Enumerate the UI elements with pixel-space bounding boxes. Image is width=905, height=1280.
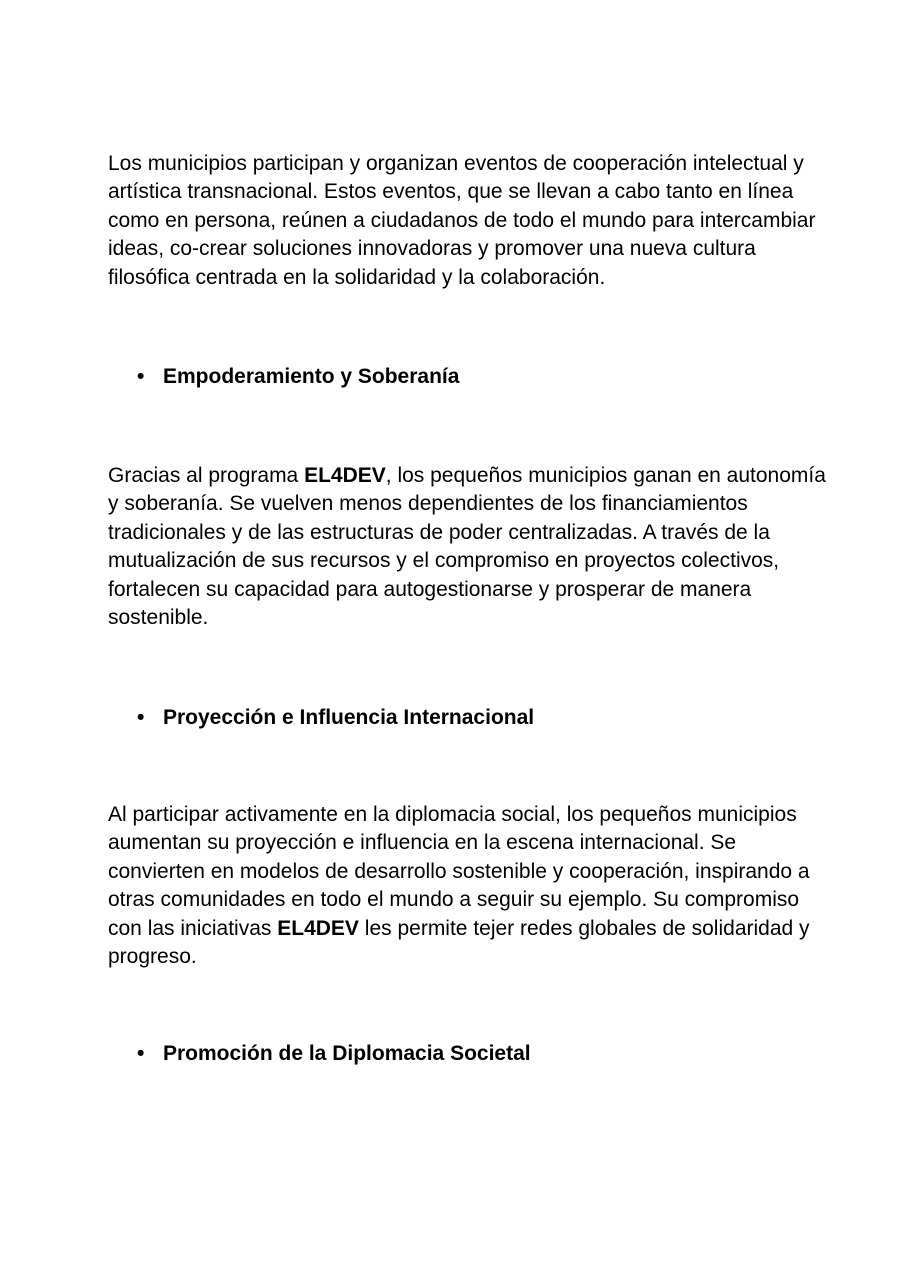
text-line: Los municipios participan y organizan eventos de cooperación intelectual y — [108, 152, 804, 175]
text-line: mutualización de sus recursos y el compromiso en proyectos colectivos, — [108, 549, 780, 573]
text-segment: con las iniciativas — [108, 916, 278, 940]
text-line: como en persona, reúnen a ciudadanos de todo el mundo para intercambiar — [108, 208, 816, 232]
list-item-promocion — [137, 1040, 531, 1068]
bullet-icon: • — [137, 706, 145, 729]
text-line: Al participar activamente en la diplomacia social, los pequeños municipios — [108, 803, 797, 826]
list-item-empoderamiento — [137, 363, 459, 391]
paragraph-proyeccion — [108, 801, 868, 971]
text-line: sostenible. — [108, 606, 209, 630]
text-line — [108, 462, 868, 490]
list-item-label: Proyección e Influencia Internacional — [163, 706, 535, 729]
bullet-icon: • — [137, 1042, 145, 1065]
text-line: fortalecen su capacidad para autogestionarse y prosperar de manera — [108, 577, 752, 601]
brand-el4dev: EL4DEV — [277, 916, 359, 940]
text-line — [108, 915, 868, 943]
paragraph-intro — [108, 150, 868, 292]
list-item-label: Empoderamiento y Soberanía — [163, 365, 460, 388]
text-line: ideas, co-crear soluciones innovadoras y promover una nueva cultura — [108, 237, 756, 261]
text-line: progreso. — [108, 945, 197, 969]
brand-el4dev: EL4DEV — [304, 464, 386, 487]
list-item-label: Promoción de la Diplomacia Societal — [163, 1042, 531, 1065]
text-line: tradicionales y de las estructuras de poder centralizadas. A través de la — [108, 520, 770, 544]
paragraph-empoderamiento — [108, 462, 868, 632]
text-line: aumentan su proyección e influencia en la escena internacional. Se — [108, 831, 737, 855]
text-line: filosófica centrada en la solidaridad y la colaboración. — [108, 265, 606, 289]
text-line: otras comunidades en todo el mundo a seguir su ejemplo. Su compromiso — [108, 888, 800, 912]
text-line: convierten en modelos de desarrollo sostenible y cooperación, inspirando a — [108, 859, 810, 883]
text-segment: Gracias al programa — [108, 464, 305, 487]
list-item-proyeccion — [137, 704, 534, 732]
bullet-icon: • — [137, 365, 145, 388]
text-segment: , los pequeños municipios ganan en autonomía — [385, 464, 826, 487]
text-segment: les permite tejer redes globales de solidaridad y — [358, 916, 810, 940]
text-line: artística transnacional. Estos eventos, que se llevan a cabo tanto en línea — [108, 180, 794, 204]
text-line: y soberanía. Se vuelven menos dependientes de los financiamientos — [108, 492, 748, 516]
